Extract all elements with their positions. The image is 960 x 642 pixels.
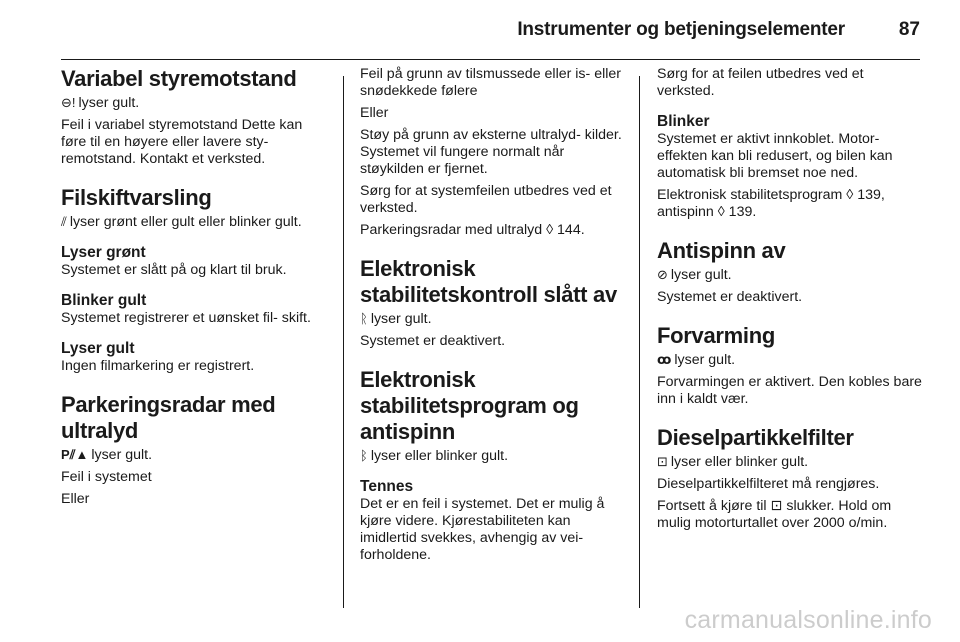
esc-off-icon: ᚱ	[360, 311, 368, 326]
paragraph: Forvarmingen er aktivert. Den kobles bare inn i kaldt vær.	[657, 374, 922, 407]
subheading: Lyser gult	[61, 340, 135, 357]
column-divider-2	[639, 76, 640, 608]
paragraph: Systemet er slått på og klart til bruk.	[61, 262, 287, 278]
paragraph: Systemet er aktivt innkoblet. Motor- effekten kan bli redusert, og bilen kan automatisk bli bremset noe ned.	[657, 131, 893, 181]
paragraph: Sørg for at systemfeilen utbedres ved et verksted.	[360, 183, 612, 216]
icon-line: ⊡ lyser eller blinker gult.	[657, 454, 809, 470]
column-3	[657, 66, 925, 537]
heading-esc: Elektronisk stabilitetsprogram og antispinn	[360, 367, 579, 444]
subheading: Tennes	[360, 478, 414, 495]
heading-variable-steering: Variabel styremotstand	[61, 66, 297, 91]
icon-line: ᛒ lyser eller blinker gult.	[360, 448, 509, 464]
header-rule	[61, 59, 920, 60]
page-title: Instrumenter og betjeningselementer	[517, 19, 845, 40]
heading-parking-radar: Parkeringsradar med ultralyd	[61, 392, 276, 443]
subheading: Lyser grønt	[61, 244, 146, 261]
paragraph: Systemet er deaktivert.	[360, 333, 506, 349]
page-header	[0, 0, 960, 62]
paragraph: Elektronisk stabilitetsprogram ◊ 139, antispinn ◊ 139.	[657, 187, 885, 220]
lane-departure-icon: ⫽	[61, 214, 67, 229]
paragraph: Dieselpartikkelfilteret må rengjøres.	[657, 476, 880, 492]
paragraph: Eller	[61, 491, 90, 507]
paragraph: Ingen filmarkering er registrert.	[61, 358, 255, 374]
paragraph: Systemet registrerer et uønsket fil- skift.	[61, 310, 311, 326]
icon-line: ᚱ lyser gult.	[360, 311, 432, 327]
heading-traction-off: Antispinn av	[657, 238, 786, 263]
icon-line: ⊘ lyser gult.	[657, 267, 732, 283]
paragraph: Fortsett å kjøre til ⊡ slukker. Hold om mulig motorturtallet over 2000 o/min.	[657, 498, 892, 531]
heading-preheating: Forvarming	[657, 323, 776, 348]
icon-line: P⫽▲ lyser gult.	[61, 447, 153, 463]
paragraph: Feil i variabel styremotstand Dette kan føre til en høyere eller lavere sty- remotstand. Kontakt et verksted.	[61, 117, 303, 167]
icon-line: ⫽ lyser grønt eller gult eller blinker gult.	[61, 214, 302, 230]
paragraph: Sørg for at feilen utbedres ved et verksted.	[657, 66, 864, 99]
paragraph: Systemet er deaktivert.	[657, 289, 803, 305]
diesel-particle-filter-icon: ⊡	[657, 454, 668, 469]
column-divider-1	[343, 76, 344, 608]
paragraph: Feil på grunn av tilsmussede eller is- eller snødekkede følere	[360, 66, 622, 99]
subheading: Blinker gult	[61, 292, 147, 309]
subheading: Blinker	[657, 113, 710, 130]
paragraph: Støy på grunn av eksterne ultralyd- kilder. Systemet vil fungere normalt når støykilden er fjernet.	[360, 127, 622, 177]
preheating-icon: ꝏ	[657, 352, 672, 367]
steering-warning-icon: ⊖!	[61, 95, 76, 110]
parking-radar-icon: P⫽▲	[61, 447, 89, 462]
heading-lane-departure: Filskiftvarsling	[61, 185, 212, 210]
heading-dpf: Dieselpartikkelfilter	[657, 425, 854, 450]
column-1	[61, 66, 331, 513]
column-2	[360, 66, 625, 569]
paragraph: Det er en feil i systemet. Det er mulig å kjøre videre. Kjørestabiliteten kan imidlertid svekkes, avhengig av vei- forholdene.	[360, 496, 605, 563]
watermark: carmanualsonline.info	[684, 606, 932, 634]
paragraph: Eller	[360, 105, 389, 121]
paragraph: Parkeringsradar med ultralyd ◊ 144.	[360, 222, 585, 238]
icon-line: ꝏ lyser gult.	[657, 352, 736, 368]
heading-esc-off: Elektronisk stabilitetskontroll slått av	[360, 256, 617, 307]
traction-control-off-icon: ⊘	[657, 267, 668, 282]
icon-line: ⊖! lyser gult.	[61, 95, 140, 111]
esc-icon: ᛒ	[360, 448, 368, 463]
page-number: 87	[898, 19, 920, 40]
paragraph: Feil i systemet	[61, 469, 152, 485]
